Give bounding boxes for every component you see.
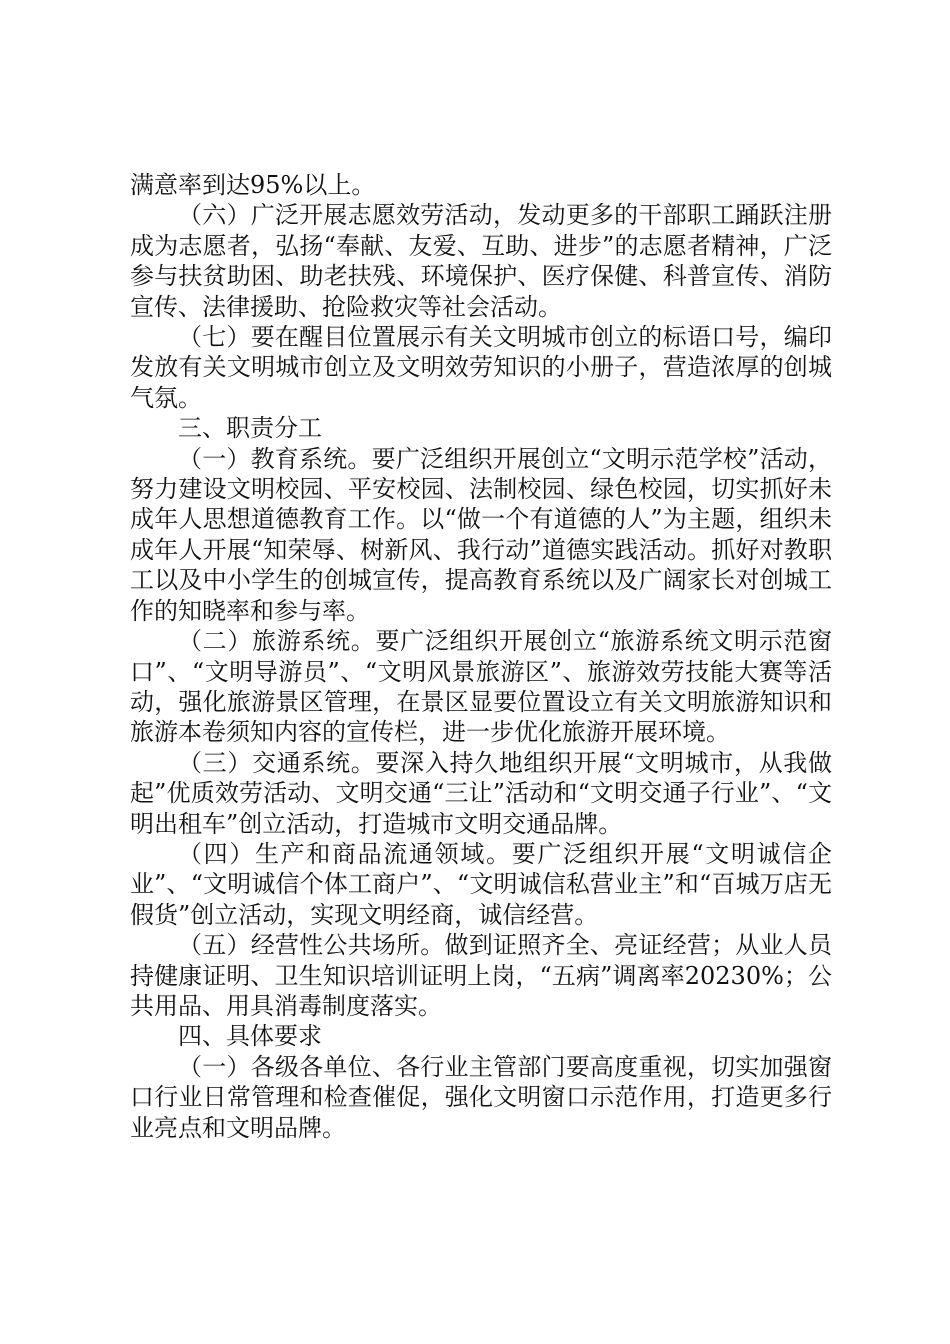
section-heading-requirements: 四、具体要求 bbox=[178, 1022, 322, 1051]
paragraph-transport-system: （三）交通系统。要深入持久地组织开展“文明城市，从我做起”优质效劳活动、文明交通“三让”活动和“文明交通子行业”、“文明出租车”创立活动，打造城市文明交通品牌。 bbox=[130, 748, 832, 838]
document-body bbox=[130, 170, 832, 1143]
paragraph-commerce: （四）生产和商品流通领域。要广泛组织开展“文明诚信企业”、“文明诚信个体工商户”、“文明诚信私营业主”和“百城万店无假货”创立活动，实现文明经商，诚信经营。 bbox=[130, 839, 832, 929]
paragraph-tourism-system: （二）旅游系统。要广泛组织开展创立“旅游系统文明示范窗口”、“文明导游员”、“文明风景旅游区”、旅游效劳技能大赛等活动，强化旅游景区管理，在景区显要位置设立有关文明旅游知识和旅游本卷须知内容的宣传栏，进一步优化旅游开展环境。 bbox=[130, 627, 832, 747]
section-heading-responsibilities: 三、职责分工 bbox=[178, 414, 322, 443]
paragraph-education-system: （一）教育系统。要广泛组织开展创立“文明示范学校”活动，努力建设文明校园、平安校园、法制校园、绿色校园，切实抓好未成年人思想道德教育工作。以“做一个有道德的人”为主题，组织未成年人开展“知荣辱、树新风、我行动”道德实践活动。抓好对教职工以及中小学生的创城宣传，提高教育系统以及广阔家长对创城工作的知晓率和参与率。 bbox=[130, 444, 832, 625]
paragraph-volunteer-service: （六）广泛开展志愿效劳活动，发动更多的干部职工踊跃注册成为志愿者，弘扬“奉献、友爱、互助、进步”的志愿者精神，广泛参与扶贫助困、助老扶残、环境保护、医疗保健、科普宣传、消防宣传、法律援助、抢险救灾等社会活动。 bbox=[130, 201, 832, 321]
paragraph-public-places: （五）经营性公共场所。做到证照齐全、亮证经营；从业人员持健康证明、卫生知识培训证明上岗，“五病”调离率20230%；公共用品、用具消毒制度落实。 bbox=[130, 931, 832, 1020]
paragraph-satisfaction-rate: 满意率到达95%以上。 bbox=[130, 171, 376, 199]
paragraph-slogans: （七）要在醒目位置展示有关文明城市创立的标语口号，编印发放有关文明城市创立及文明效劳知识的小册子，营造浓厚的创城气氛。 bbox=[130, 323, 832, 412]
paragraph-management: （一）各级各单位、各行业主管部门要高度重视，切实加强窗口行业日常管理和检查催促，强化文明窗口示范作用，打造更多行业亮点和文明品牌。 bbox=[130, 1052, 832, 1142]
